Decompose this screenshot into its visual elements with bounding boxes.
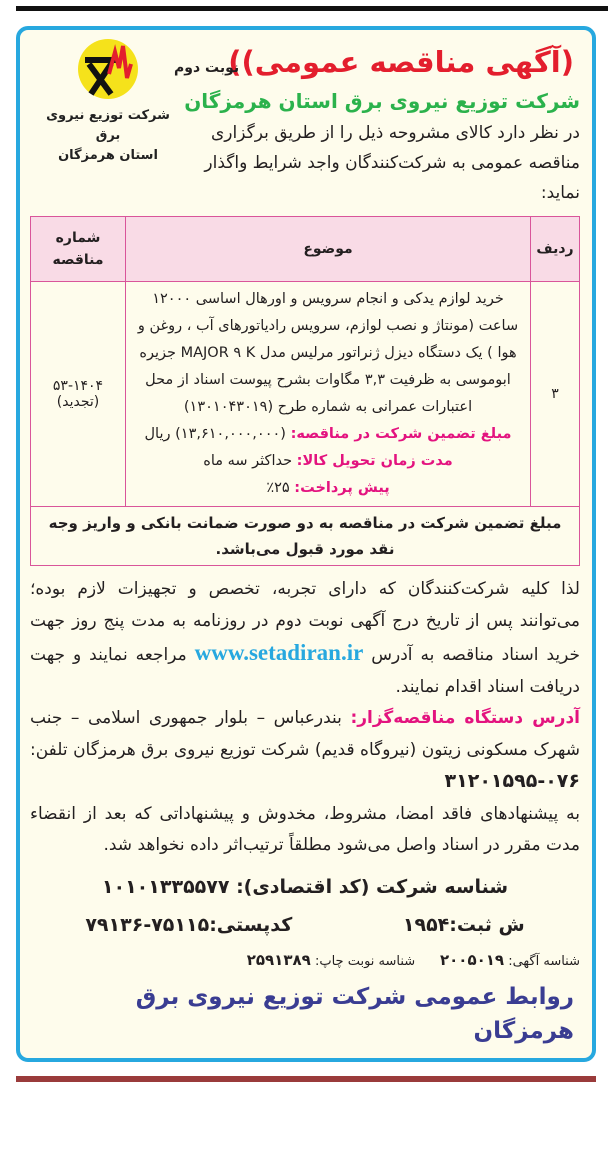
bottom-rule xyxy=(16,1076,596,1082)
company-name: شرکت توزیع نیروی برق استان هرمزگان xyxy=(184,89,580,113)
tender-ad xyxy=(16,26,596,1062)
address-text: بندرعباس – بلوار جمهوری اسلامی – جنب شهرک مسکونی زیتون (نیروگاه قدیم) شرکت توزیع نیروی برق هرمزگان تلفن: xyxy=(30,708,580,760)
tender-table xyxy=(30,216,580,566)
print-id-label: شناسه نوبت چاپ: xyxy=(310,953,416,969)
subject-text: خرید لوازم یدکی و انجام سرویس و اورهال اساسی ۱۲۰۰۰ ساعت (مونتاژ و نصب لوازم، سرویس رادیاتورهای آب ، روغن و هوا ) یک دستگاه دیزل ژنراتور مرلیس مدل MAJOR ۹ K جزیره ابوموسی به ظرفیت ۳,۳ مگاوات بشرح پیوست اسناد از محل اعتبارات عمرانی به شماره طرح (۱۳۰۱۰۴۳۰۱۹) xyxy=(137,291,519,415)
logo-icon xyxy=(77,38,139,100)
row-number xyxy=(31,282,126,507)
col-row: ردیف xyxy=(531,217,580,282)
ad-title: (آگهی مناقصه عمومی)) xyxy=(228,45,574,79)
row-subject xyxy=(126,282,531,507)
ad-id: ۲۰۰۵۰۱۹ xyxy=(439,950,505,969)
logo-text-1: شرکت توزیع نیروی برق xyxy=(46,108,170,143)
instructions-text: لذا کلیه شرکت‌کنندگان که دارای تجربه، تخصص و تجهیزات لازم بوده؛ می‌توانند پس از تاریخ درج آگهی نوبت دوم در روزنامه به مدت پنج روز جهت خرید اسناد مناقصه به آدرس xyxy=(30,579,580,665)
delivery-value: حداکثر سه ماه xyxy=(203,453,297,469)
footer-signature: روابط عمومی شرکت توزیع نیروی برق هرمزگان xyxy=(135,983,574,1044)
guarantee-value: (۱۳,۶۱۰,۰۰۰,۰۰۰) ریال xyxy=(144,426,291,442)
postal-code: کدپستی:۷۵۱۱۵-۷۹۱۳۶ xyxy=(85,913,293,936)
table-note: مبلغ تضمین شرکت در مناقصه به دو صورت ضمانت بانکی و واریز وجه نقد مورد قبول می‌باشد. xyxy=(31,507,580,566)
ad-ids xyxy=(30,948,580,974)
table-header xyxy=(31,217,580,282)
economic-code: شناسه شرکت (کد اقتصادی): ۱۰۱۰۱۳۳۵۵۷۷ xyxy=(101,875,509,898)
col-subject: موضوع xyxy=(126,217,531,282)
top-rule xyxy=(16,6,608,11)
company-ids xyxy=(30,868,580,944)
intro-text: در نظر دارد کالای مشروحه ذیل را از طریق برگزاری مناقصه عمومی به شرکت‌کنندگان واجد شرایط واگذار نماید: xyxy=(204,123,580,203)
company-logo xyxy=(38,38,178,166)
conditions-text: به پیشنهادهای فاقد امضا، مشروط، مخدوش و پیشنهاداتی که بعد از انقضاء مدت مقرر در اسناد واصل می‌شود مطلقاً ترتیب‌اثر داده نخواهد شد. xyxy=(30,803,580,855)
setadiran-link[interactable]: www.setadiran.ir xyxy=(194,640,364,665)
prepay-value: ۲۵٪ xyxy=(266,480,295,496)
table-row xyxy=(31,282,580,507)
address-label: آدرس دستگاه مناقصه‌گزار: xyxy=(350,708,580,728)
row-index: ۳ xyxy=(531,282,580,507)
table-note-row xyxy=(31,507,580,566)
instructions-end: مراجعه نمایند و جهت دریافت اسناد اقدام نمایند. xyxy=(30,645,580,697)
col-number: شماره مناقصه xyxy=(31,217,126,282)
body-text xyxy=(30,574,580,862)
tender-number-note: (تجدید) xyxy=(56,394,100,410)
registration-number: ش ثبت:۱۹۵۴ xyxy=(402,913,525,936)
round-label: نوبت دوم xyxy=(174,60,240,76)
print-id: ۲۵۹۱۳۸۹ xyxy=(246,950,311,969)
delivery-label: مدت زمان تحویل کالا: xyxy=(296,453,453,469)
phone-number: ۰۷۶-۳۱۲۰۱۵۹۵ xyxy=(444,770,580,792)
tender-number: ۵۳-۱۴۰۴ xyxy=(52,378,104,394)
ad-id-label: شناسه آگهی: xyxy=(504,953,580,969)
prepay-label: پیش پرداخت: xyxy=(294,480,390,496)
logo-text-2: استان هرمزگان xyxy=(58,148,158,163)
guarantee-label: مبلغ تضمین شرکت در مناقصه: xyxy=(290,426,512,442)
